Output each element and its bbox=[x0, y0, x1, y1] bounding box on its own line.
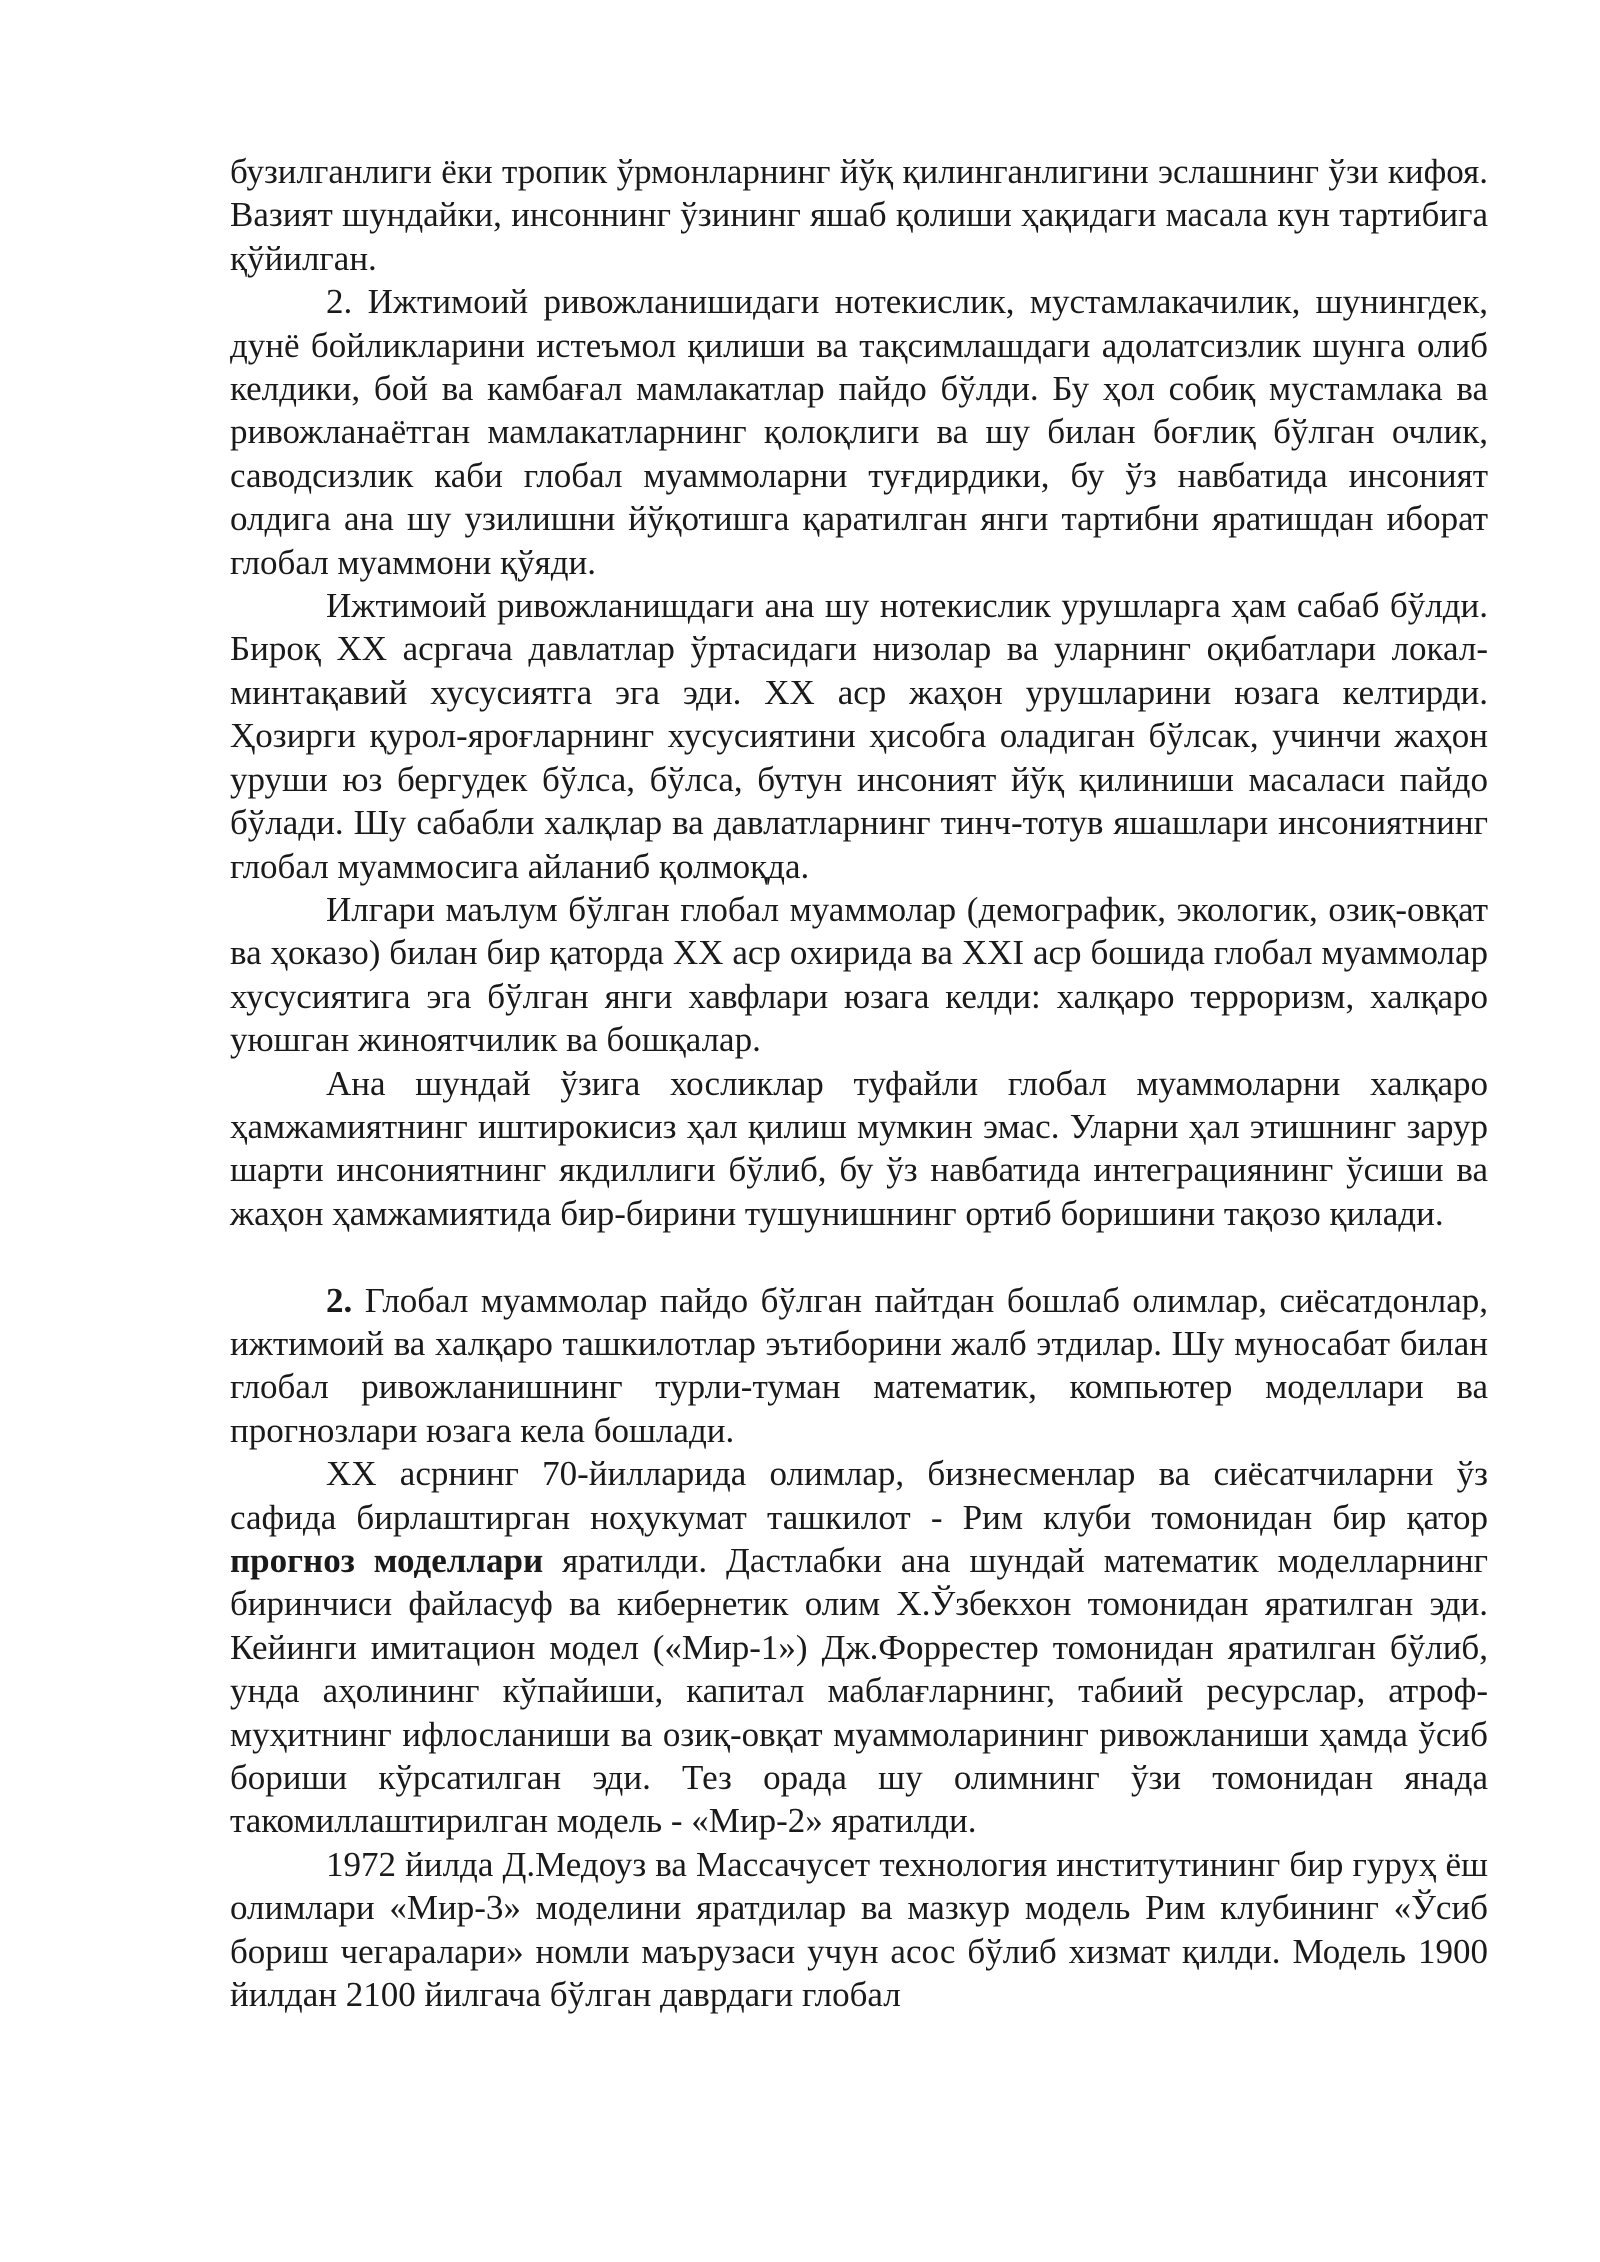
paragraph: Ижтимоий ривожланишдаги ана шу нотекислик урушларга ҳам сабаб бўлди. Бироқ XX асргача давлатлар ўртасидаги низолар ва уларнинг оқибатлари локал-минтақавий хусусиятга эга эди. XX аср жаҳон урушларини юзага келтирди. Ҳозирги қурол-яроғларнинг хусусиятини ҳисобга оладиган бўлсак, учинчи жаҳон уруши юз бергудек бўлса, бўлса, бутун инсоният йўқ қилиниши масаласи пайдо бўлади. Шу сабабли халқлар ва давлатларнинг тинч-тотув яшашлари инсониятнинг глобал муаммосига айланиб қолмоқда. bbox=[230, 586, 1488, 886]
paragraph bbox=[230, 1452, 1488, 1843]
bold-term: прогноз моделлари bbox=[230, 1540, 544, 1580]
paragraph: бузилганлиги ёки тропик ўрмонларнинг йўқ қилинганлигини эслашнинг ўзи кифоя. Вазият шундайки, инсоннинг ўзининг яшаб қолиши ҳақидаги масала кун тартибига қўйилган. bbox=[230, 152, 1488, 278]
paragraph-text: Глобал муаммолар пайдо бўлган пайтдан бошлаб олимлар, сиёсатдонлар, ижтимоий ва халқаро ташкилотлар эътиборини жалб этдилар. Шу муносабат билан глобал ривожланишнинг турли-туман математик, компьютер моделлари ва прогнозлари юзага кела бошлади. bbox=[230, 1280, 1488, 1450]
paragraph bbox=[230, 1279, 1488, 1453]
paragraph: Илгари маълум бўлган глобал муаммолар (демографик, экологик, озиқ-овқат ва ҳоказо) билан бир қаторда XX аср охирида ва XXI аср бошида глобал муаммолар хусусиятига эга бўлган янги хавфлари юзага келди: халқаро терроризм, халқаро уюшган жиноятчилик ва бошқалар. bbox=[230, 889, 1488, 1060]
document-page bbox=[230, 150, 1488, 2016]
paragraph-spacer bbox=[230, 1235, 1488, 1278]
paragraph-text: яратилди. Дастлабки ана шундай математик моделларнинг биринчиси файласуф ва кибернетик олим Х.Ўзбекхон томонидан яратилган эди. Кейинги имитацион модел («Мир-1») Дж.Форрестер томонидан яратилган бўлиб, унда аҳолининг кўпайиши, капитал маблағларнинг, табиий ресурслар, атроф-муҳитнинг ифлосланиши ва озиқ-овқат муаммоларининг ривожланиши ҳамда ўсиб бориши кўрсатилган эди. Тез орада шу олимнинг ўзи томонидан янада такомиллаштирилган модель - «Мир-2» яратилди. bbox=[230, 1540, 1488, 1841]
paragraph-text: XX асрнинг 70-йилларида олимлар, бизнесменлар ва сиёсатчиларни ўз сафида бирлаштирган ноҳукумат ташкилот - Рим клуби томонидан бир қатор bbox=[230, 1454, 1488, 1537]
paragraph: Ана шундай ўзига хосликлар туфайли глобал муаммоларни халқаро ҳамжамиятнинг иштирокисиз ҳал қилиш мумкин эмас. Уларни ҳал этишнинг зарур шарти инсониятнинг якдиллиги бўлиб, бу ўз навбатида интеграциянинг ўсиши ва жаҳон ҳамжамиятида бир-бирини тушунишнинг ортиб боришини тақозо қилади. bbox=[230, 1063, 1488, 1233]
section-number: 2. bbox=[326, 1280, 353, 1320]
paragraph: 2. Ижтимоий ривожланишидаги нотекислик, мустамлакачилик, шунингдек, дунё бойликларини истеъмол қилиши ва тақсимлашдаги адолатсизлик шунга олиб келдики, бой ва камбағал мамлакатлар пайдо бўлди. Бу ҳол собиқ мустамлака ва ривожланаётган мамлакатларнинг қолоқлиги ва шу билан боғлиқ бўлган очлик, саводсизлик каби глобал муаммоларни туғдирдики, бу ўз навбатида инсоният олдига ана шу узилишни йўқотишга қаратилган янги тартибни яратишдан иборат глобал муаммони қўяди. bbox=[230, 282, 1488, 582]
paragraph: 1972 йилда Д.Медоуз ва Массачусет технология институтининг бир гуруҳ ёш олимлари «Мир-3» моделини яратдилар ва мазкур модель Рим клубининг «Ўсиб бориш чегаралари» номли маърузаси учун асос бўлиб хизмат қилди. Модель 1900 йилдан 2100 йилгача бўлган даврдаги глобал bbox=[230, 1844, 1488, 2015]
